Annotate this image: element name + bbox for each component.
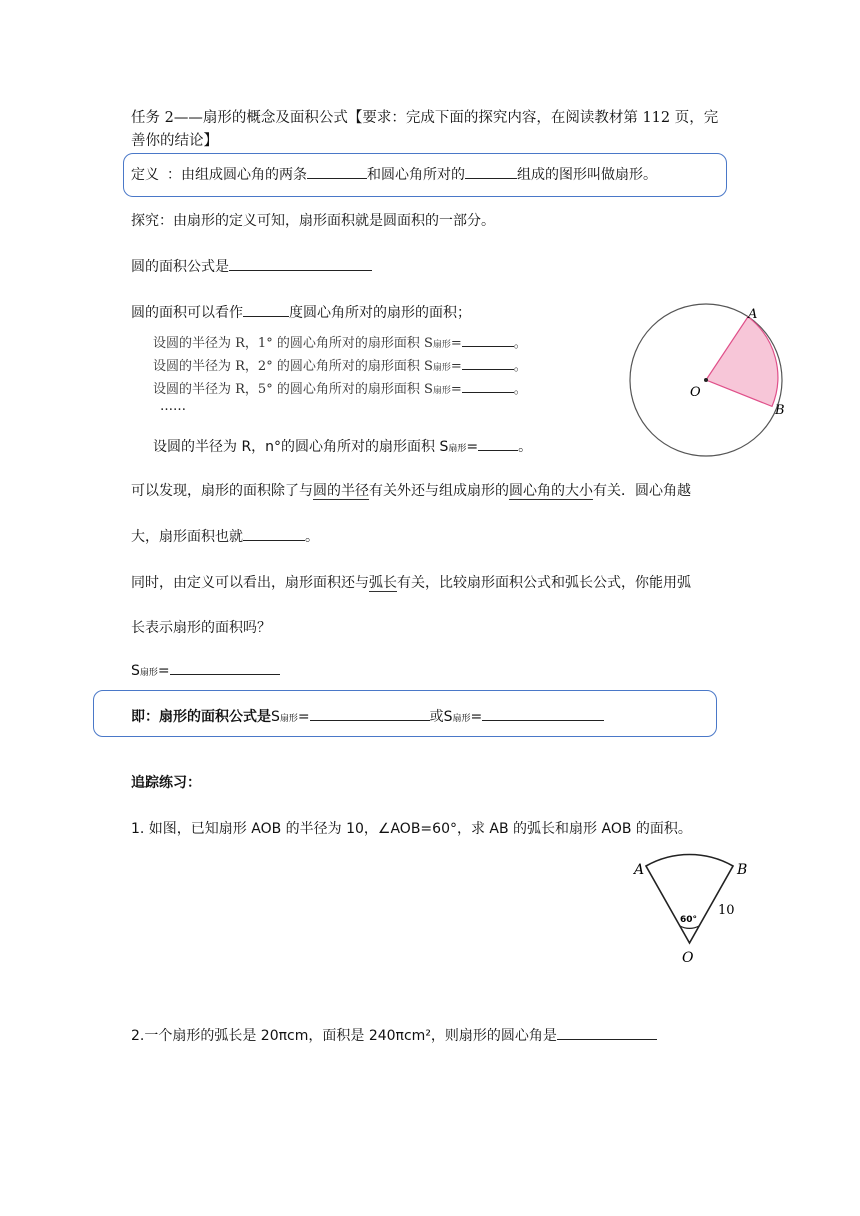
- question-2-blank[interactable]: [557, 1025, 657, 1040]
- discover-b: 有关外还与组成扇形的: [369, 483, 509, 499]
- label-b: B: [737, 862, 748, 878]
- formula-s2: S: [443, 709, 453, 725]
- formula-eq2: =: [470, 709, 483, 725]
- formula-sub2: 扇形: [452, 714, 471, 724]
- discover-blank[interactable]: [243, 526, 305, 541]
- step-end: 。: [513, 359, 527, 374]
- discover-a: 可以发现，扇形的面积除了与: [131, 483, 313, 499]
- ellipsis: ……: [160, 399, 186, 414]
- step-row: [153, 332, 527, 351]
- step-blank[interactable]: [462, 357, 514, 370]
- n-step-end: 。: [518, 439, 533, 455]
- definition-label: 定义: [131, 167, 159, 183]
- s-blank[interactable]: [170, 660, 280, 675]
- definition-blank-1[interactable]: [307, 164, 367, 179]
- circle-view-line: [131, 302, 471, 322]
- formula-blank-1[interactable]: [310, 706, 430, 721]
- discover-c: 有关．圆心角越: [593, 483, 691, 499]
- s-symbol: S: [131, 663, 140, 679]
- circle-sector-figure: [620, 300, 800, 460]
- label-o: O: [682, 950, 694, 966]
- discover-line1: [131, 480, 691, 500]
- underlined-arc: 弧长: [369, 575, 397, 591]
- underlined-radius: 圆的半径: [313, 483, 369, 499]
- step-blank[interactable]: [462, 334, 514, 347]
- step-eq: =: [450, 382, 462, 397]
- step-blank[interactable]: [462, 380, 514, 393]
- s-sub: 扇形: [139, 668, 158, 678]
- circle-area-text: 圆的面积公式是: [131, 259, 229, 275]
- step-sub: 扇形: [432, 363, 451, 373]
- n-step-blank[interactable]: [478, 436, 518, 451]
- step-row: [153, 355, 527, 374]
- formula-line: [131, 706, 604, 726]
- arc-line2: 长表示扇形的面积吗？: [131, 620, 271, 636]
- label-a: A: [748, 307, 758, 322]
- n-step-sub: 扇形: [448, 444, 467, 454]
- task-header-line2: 善你的结论】: [131, 133, 218, 149]
- step-end: 。: [513, 336, 527, 351]
- radius-label: 10: [718, 903, 735, 918]
- formula-eq: =: [297, 709, 310, 725]
- angle-label: 60°: [680, 915, 698, 925]
- formula-or: 或: [429, 709, 444, 725]
- underlined-angle: 圆心角的大小: [509, 483, 593, 499]
- formula-lead: 即：扇形的面积公式是: [131, 709, 271, 725]
- question-1: 1. 如图，已知扇形 AOB 的半径为 10，∠AOB=60°，求 AB 的弧长和扇形 AOB 的面积。: [131, 821, 692, 837]
- definition-text-a: ：由组成圆心角的两条: [167, 167, 307, 183]
- circle-area-blank[interactable]: [229, 256, 372, 271]
- question-2: 2.一个扇形的弧长是 20πcm，面积是 240πcm²，则扇形的圆心角是: [131, 1028, 557, 1044]
- step-text: 设圆的半径为 R，5° 的圆心角所对的扇形面积 S: [153, 382, 433, 397]
- step-text: 设圆的半径为 R，2° 的圆心角所对的扇形面积 S: [153, 359, 433, 374]
- arc-a: 同时，由定义可以看出，扇形面积还与: [131, 575, 369, 591]
- label-b: B: [775, 403, 785, 418]
- step-eq: =: [450, 359, 462, 374]
- discover-line2b: 。: [305, 529, 319, 545]
- question-2-line: [131, 1025, 657, 1045]
- circle-view-b: 度圆心角所对的扇形的面积；: [289, 305, 471, 321]
- step-text: 设圆的半径为 R，1° 的圆心角所对的扇形面积 S: [153, 336, 433, 351]
- step-sub: 扇形: [432, 340, 451, 350]
- arc-b: 有关，比较扇形面积公式和弧长公式，你能用弧: [397, 575, 691, 591]
- n-step-text: 设圆的半径为 R，n°的圆心角所对的扇形面积 S: [153, 439, 449, 455]
- discover-line2: [131, 526, 319, 546]
- label-a: A: [634, 862, 645, 878]
- s-line: [131, 660, 280, 679]
- circle-view-a: 圆的面积可以看作: [131, 305, 243, 321]
- s-eq: =: [157, 663, 170, 679]
- practice-title: 追踪练习：: [131, 775, 201, 791]
- step-sub: 扇形: [432, 386, 451, 396]
- center-point: [704, 378, 708, 382]
- discover-line2a: 大，扇形面积也就: [131, 529, 243, 545]
- n-step-eq: =: [466, 439, 479, 455]
- task-header-line1: 任务 2——扇形的概念及面积公式【要求：完成下面的探究内容，在阅读教材第 112 页，完: [131, 110, 719, 126]
- arc-line1: [131, 572, 691, 592]
- definition-line: [131, 164, 657, 184]
- circle-view-blank[interactable]: [243, 302, 289, 317]
- definition-blank-2[interactable]: [465, 164, 517, 179]
- formula-s: S: [271, 709, 280, 725]
- step-eq: =: [450, 336, 462, 351]
- sector-shape: [706, 317, 778, 407]
- circle-area-line: [131, 256, 372, 276]
- label-o: O: [690, 385, 701, 400]
- step-end: 。: [513, 382, 527, 397]
- formula-sub: 扇形: [279, 714, 298, 724]
- n-step-row: [153, 436, 532, 456]
- formula-blank-2[interactable]: [482, 706, 604, 721]
- sector-outline: [646, 854, 733, 943]
- definition-text-b: 和圆心角所对的: [367, 167, 465, 183]
- definition-text-c: 组成的图形叫做扇形。: [517, 167, 657, 183]
- angle-arc: [680, 926, 699, 928]
- sector-60-figure: [620, 848, 760, 972]
- step-row: [153, 378, 527, 397]
- explore-text: 探究：由扇形的定义可知，扇形面积就是圆面积的一部分。: [131, 213, 495, 229]
